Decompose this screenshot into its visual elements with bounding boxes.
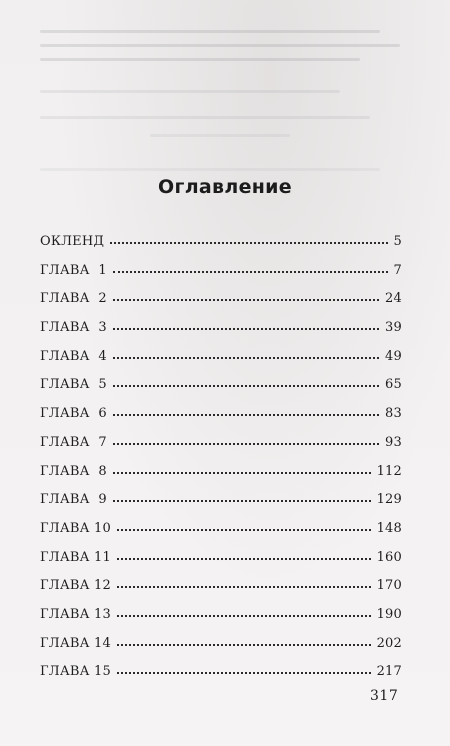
dot-leader (113, 499, 371, 502)
bleed-through-line (40, 116, 370, 119)
toc-entry-page: 24 (385, 291, 402, 307)
toc-entry-label: ГЛАВА 8 (40, 463, 107, 479)
bleed-through-line (150, 134, 290, 137)
toc-entry (40, 492, 402, 521)
bleed-through-line (40, 44, 400, 47)
dot-leader (113, 327, 379, 330)
toc-entry-label: ГЛАВА 9 (40, 492, 107, 508)
toc-entry-page: 5 (393, 234, 402, 249)
toc-entry-label: ГЛАВА 15 (40, 664, 111, 680)
toc-entry-page: 190 (376, 606, 402, 622)
toc-entry-label: ГЛАВА 14 (40, 635, 111, 651)
toc-entry-page: 217 (376, 664, 402, 680)
bleed-through-line (40, 30, 380, 33)
dot-leader (113, 356, 379, 359)
dot-leader (117, 585, 371, 588)
toc-entry-label: ОКЛЕНД (40, 234, 105, 249)
toc-entry-label: ГЛАВА 2 (40, 291, 107, 307)
toc-entry (40, 664, 402, 693)
dot-leader (117, 557, 371, 560)
bleed-through-line (40, 168, 380, 171)
toc-entry-label: ГЛАВА 5 (40, 377, 107, 393)
toc-entry-label: ГЛАВА 12 (40, 578, 111, 594)
toc-entry-page: 129 (376, 492, 402, 508)
dot-leader (113, 442, 379, 445)
toc-entry-label: ГЛАВА 4 (40, 348, 107, 364)
toc-entry-page: 49 (385, 348, 402, 364)
toc-entry-label: ГЛАВА 1 (40, 262, 107, 278)
toc-entry (40, 636, 402, 665)
toc-entry (40, 291, 402, 320)
dot-leader (113, 413, 379, 416)
toc-entry (40, 263, 402, 292)
bleed-through-line (40, 90, 340, 93)
toc-entry-label: ГЛАВА 6 (40, 406, 107, 422)
toc-entry-page: 112 (376, 463, 402, 479)
toc-entry-page: 160 (376, 549, 402, 565)
toc-entry (40, 320, 402, 349)
toc-entry-page: 7 (393, 262, 402, 278)
toc-entry (40, 464, 402, 493)
toc-entry-page: 65 (385, 377, 402, 393)
toc-entry-label: ГЛАВА 13 (40, 606, 111, 622)
toc-entry (40, 550, 402, 579)
toc-entry-page: 148 (376, 520, 402, 536)
dot-leader (113, 471, 371, 474)
dot-leader (110, 241, 387, 244)
page-title: Оглавление (158, 176, 292, 198)
toc-entry-label: ГЛАВА 11 (40, 549, 111, 565)
toc-entry-page: 93 (385, 434, 402, 450)
toc-entry-label: ГЛАВА 10 (40, 520, 111, 536)
toc-entry-page: 170 (376, 578, 402, 594)
page-number: 317 (370, 688, 399, 704)
dot-leader (117, 643, 371, 646)
toc-entry-label: ГЛАВА 7 (40, 434, 107, 450)
toc-entry (40, 406, 402, 435)
toc-entry-page: 83 (385, 406, 402, 422)
toc-entry-page: 39 (385, 320, 402, 336)
toc-entry (40, 349, 402, 378)
toc-entry-page: 202 (376, 635, 402, 651)
dot-leader (117, 671, 371, 674)
dot-leader (113, 384, 379, 387)
dot-leader (113, 270, 388, 273)
table-of-contents (40, 234, 402, 693)
dot-leader (117, 614, 371, 617)
toc-entry (40, 578, 402, 607)
dot-leader (117, 528, 371, 531)
toc-entry (40, 607, 402, 636)
toc-entry (40, 521, 402, 550)
dot-leader (113, 298, 379, 301)
toc-entry (40, 377, 402, 406)
toc-entry-label: ГЛАВА 3 (40, 320, 107, 336)
toc-entry (40, 435, 402, 464)
bleed-through-line (40, 58, 360, 61)
toc-entry (40, 234, 402, 263)
